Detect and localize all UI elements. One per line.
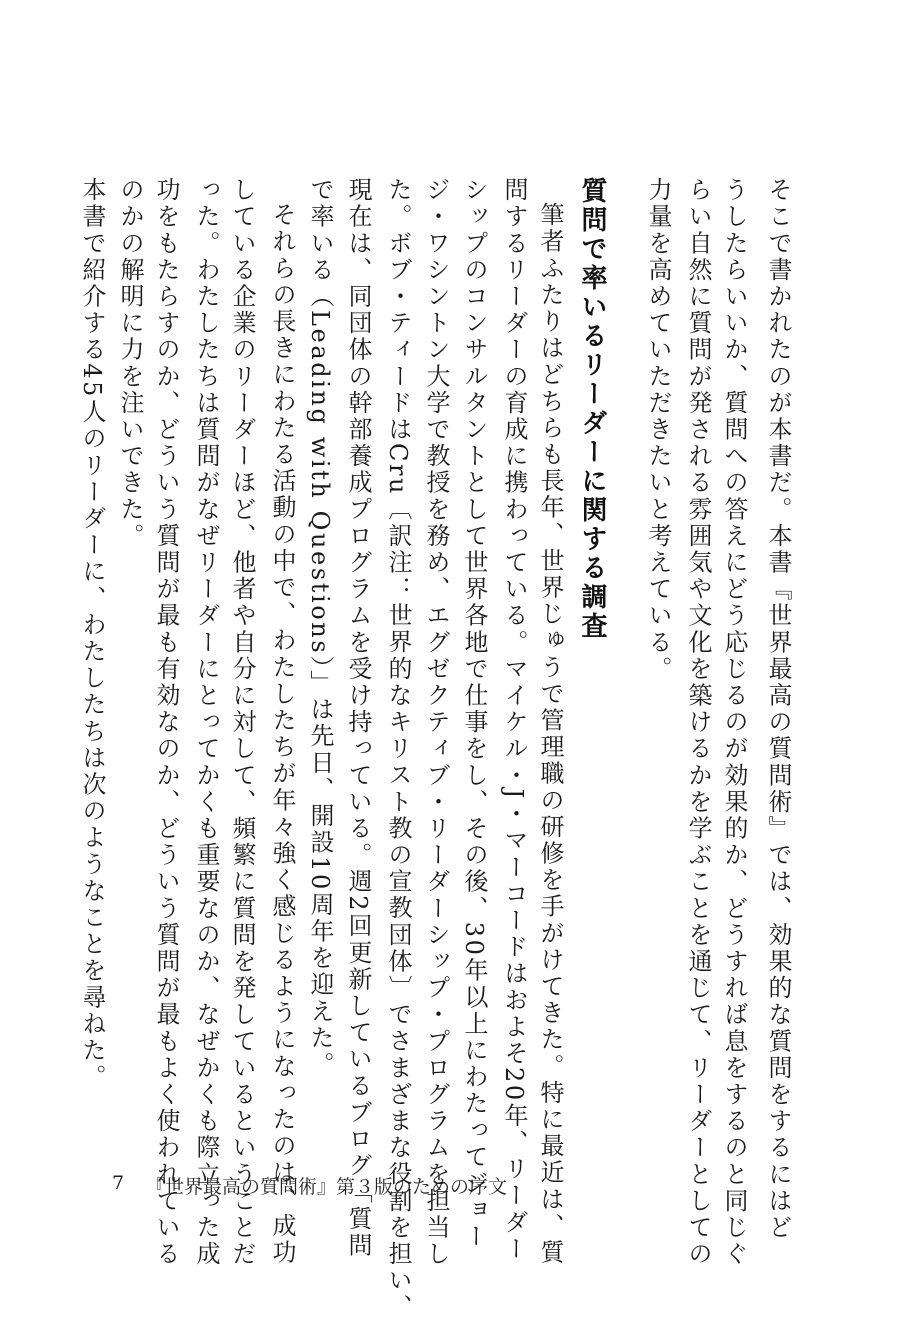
paragraph-line: シップのコンサルタントとして世界各地で仕事をし、その後、30年以上にわたってジョー [460, 177, 488, 1251]
paragraph-line: のかの解明に力を注いできた。 [116, 177, 144, 550]
paragraph-line: 本書で紹介する45人のリーダーに、わたしたちは次のようなことを尋ねた。 [78, 177, 106, 1091]
paragraph-line: そこで書かれたのが本書だ。本書『世界最高の質問術』では、効果的な質問をするにはど [764, 177, 792, 1241]
paragraph-line: った。わたしたちは質問がなぜリーダーにとってかくも重要なのか、なぜかくも際立った成 [192, 177, 220, 1268]
paragraph-line: ジ・ワシントン大学で教授を務め、エグゼクティブ・リーダーシップ・プログラムを担当し [422, 177, 450, 1268]
paragraph-line: それらの長きにわたる活動の中で、わたしたちが年々強く感じるようになったのは、成功 [268, 202, 296, 1266]
paragraph-line: している企業のリーダーほど、他者や自分に対して、頻繁に質問を発しているということだ [228, 177, 256, 1268]
paragraph-line: らい自然に質問が発される雰囲気や文化を築けるかを学ぶことを通じて、リーダーとしての [684, 177, 712, 1268]
page-footer [0, 1172, 900, 1202]
paragraph-line: で率いる（Leading with Questions）」は先日、開設10周年を迎えた。 [306, 177, 334, 1079]
paragraph-line: 力量を高めていただきたいと考えている。 [644, 177, 672, 683]
paragraph-line: うしたらいいか、質問への答えにどう応じるのが効果的か、どうすれば息をするのと同じぐ [720, 177, 748, 1268]
paragraph-line: た。ボブ・ティードはCru〔訳注：世界的なキリスト教の宣教団体〕でさまざまな役割を担い、 [384, 177, 412, 1321]
paragraph-line: 功をもたらすのか、どういう質問が最も有効なのか、どういう質問が最もよく使われている [152, 177, 180, 1268]
page-number: 7 [112, 1172, 125, 1194]
paragraph-line: 筆者ふたりはどちらも長年、世界じゅうで管理職の研修を手がけてきた。特に最近は、質 [536, 202, 564, 1266]
paragraph-line: 現在は、同団体の幹部養成プログラムを受け持っている。週2回更新しているブログ「質問 [344, 177, 372, 1259]
section-heading: 質問で率いるリーダーに関する調査 [577, 177, 607, 641]
running-title: 『世界最高の質問術』第３版のための序文 [146, 1176, 508, 1198]
paragraph-line: 問するリーダーの育成に携わっている。マイケル・J・マーコードはおよそ20年、リーダー [500, 177, 528, 1263]
